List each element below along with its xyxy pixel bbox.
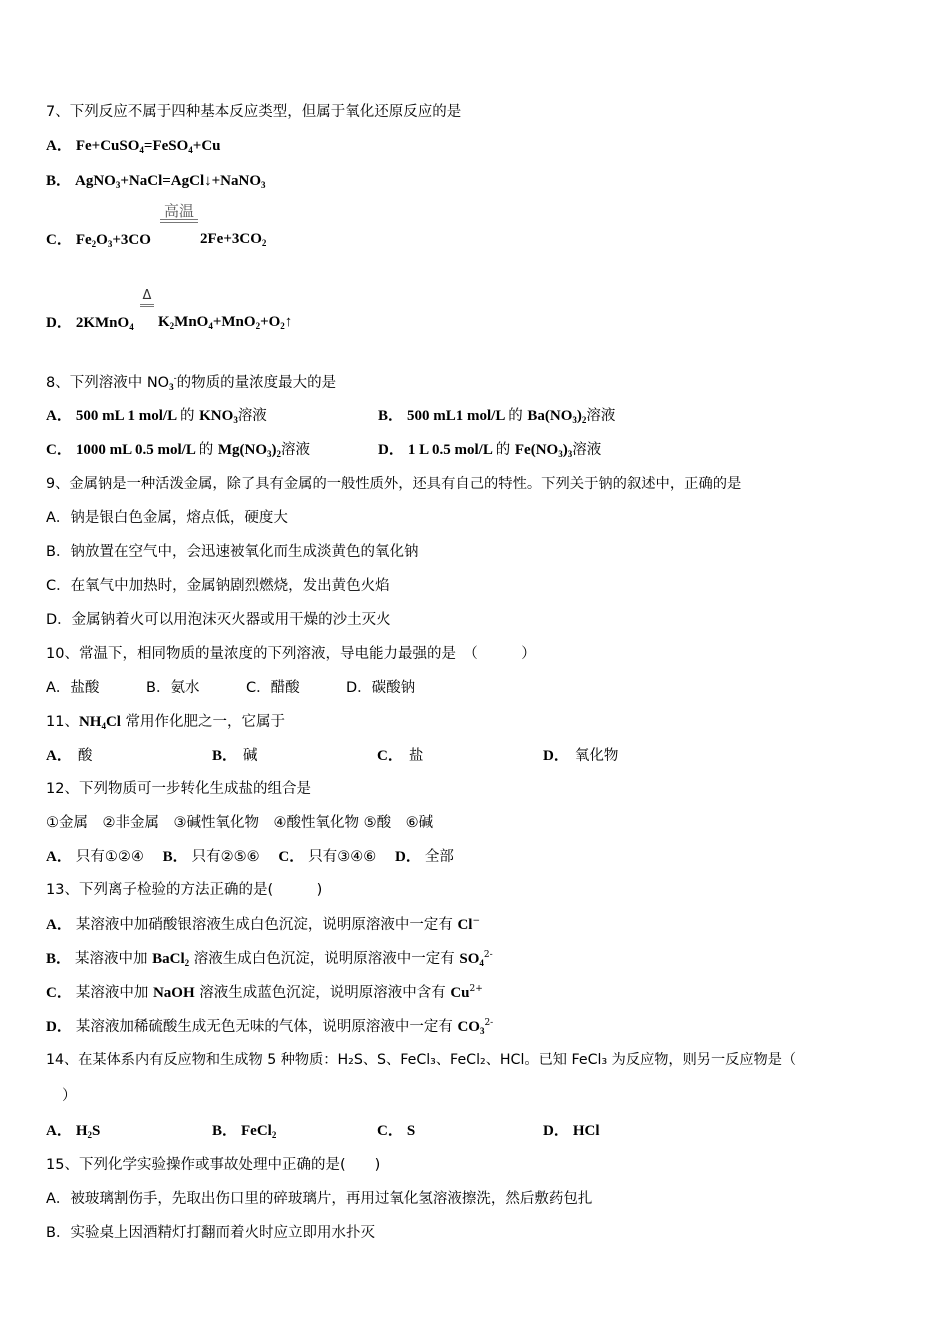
- option-label: B．: [46, 173, 72, 189]
- q13-option-d: D． 某溶液加稀硫酸生成无色无味的气体，说明原溶液中一定有 $CO_3^{2-}$: [46, 1018, 494, 1036]
- q7-option-c: C． $Fe_2O_3+3CO$: [46, 232, 151, 249]
- q11-option-c: C． 盐: [377, 748, 424, 764]
- q7-option-a: A． Fe+CuSO$_4$=FeSO$_4$+Cu: [46, 138, 221, 155]
- reaction-condition-high-temp: 高温: [160, 203, 198, 223]
- q13-option-b: B． 某溶液中加 BaCl$_2$ 溶液生成白色沉淀，说明原溶液中一定有 $SO_4^{2-}$: [46, 950, 493, 968]
- option-label: C．: [46, 232, 72, 248]
- q8-option-c: C． 1000 mL 0.5 mol/L 的 $Mg(NO_3)_2$溶液: [46, 442, 311, 459]
- q14-option-a: A． $H_2S$: [46, 1123, 101, 1140]
- q10-option-b: B．氨水: [146, 680, 200, 696]
- q9-option-c: C．在氧气中加热时，金属钠剧烈燃烧，发出黄色火焰: [46, 578, 390, 594]
- question-14-stem: 14、在某体系内有反应物和生成物 5 种物质：H₂S、S、FeCl₃、FeCl₂、HCl。已知 FeCl₃ 为反应物，则另一反应物是（: [46, 1052, 797, 1068]
- q8-option-b: B． 500 mL1 mol/L 的 $Ba(NO_3)_2$溶液: [378, 408, 616, 425]
- q12-items: ①金属 ②非金属 ③碱性氧化物 ④酸性氧化物 ⑤酸 ⑥碱: [46, 815, 434, 831]
- q11-option-a: A． 酸: [46, 748, 93, 764]
- q12-options: A． 只有①②④ B． 只有②⑤⑥ C． 只有③④⑥ D． 全部: [46, 849, 454, 865]
- q7-c-products: $2Fe+3CO_2$: [200, 231, 267, 248]
- question-12-stem: 12、下列物质可一步转化生成盐的组合是: [46, 781, 311, 797]
- question-10-stem: 10、常温下，相同物质的量浓度的下列溶液，导电能力最强的是 （ ）: [46, 646, 536, 662]
- question-11-stem: 11、$NH_4Cl$ 常用作化肥之一，它属于: [46, 714, 286, 731]
- q14-option-b: B． FeCl$_2$: [212, 1123, 277, 1140]
- q15-option-a: A．被玻璃割伤手，先取出伤口里的碎玻璃片，再用过氧化氢溶液擦洗，然后敷药包扎: [46, 1191, 593, 1207]
- q9-option-d: D．金属钠着火可以用泡沫灭火器或用干燥的沙土灭火: [46, 612, 391, 628]
- q11-option-b: B． 碱: [212, 748, 258, 764]
- q13-option-c: C． 某溶液中加 NaOH 溶液生成蓝色沉淀，说明原溶液中含有 $Cu^{2+}$: [46, 984, 483, 1001]
- q8-option-a: A． 500 mL 1 mol/L 的 $KNO_3$溶液: [46, 408, 267, 425]
- option-label: D．: [46, 315, 72, 331]
- q11-option-d: D． 氧化物: [543, 748, 619, 764]
- q15-option-b: B．实验桌上因酒精灯打翻而着火时应立即用水扑灭: [46, 1225, 375, 1241]
- q9-option-b: B．钠放置在空气中，会迅速被氧化而生成淡黄色的氧化钠: [46, 544, 419, 560]
- q10-option-d: D．碳酸钠: [346, 680, 416, 696]
- option-label: A．: [46, 138, 72, 154]
- q13-option-a: A． 某溶液中加硝酸银溶液生成白色沉淀，说明原溶液中一定有 Cl−: [46, 916, 480, 933]
- reaction-condition-heat: Δ: [140, 288, 154, 307]
- question-13-stem: 13、下列离子检验的方法正确的是( ): [46, 882, 323, 898]
- q10-option-c: C．醋酸: [246, 680, 300, 696]
- q14-option-c: C． S: [377, 1123, 416, 1139]
- q10-option-a: A．盐酸: [46, 680, 100, 696]
- question-14-stem-cont: ）: [62, 1088, 77, 1104]
- q7-option-b: B． AgNO$_3$+NaCl=AgCl↓+NaNO$_3$: [46, 173, 266, 190]
- q9-option-a: A．钠是银白色金属，熔点低，硬度大: [46, 510, 288, 526]
- equals-sign: [140, 304, 154, 307]
- question-9-stem: 9、金属钠是一种活泼金属，除了具有金属的一般性质外，还具有自己的特性。下列关于钠的叙述中，正确的是: [46, 476, 742, 492]
- q8-option-d: D． 1 L 0.5 mol/L 的 $Fe(NO_3)_3$溶液: [378, 442, 602, 459]
- question-8-stem: 8、下列溶液中 $NO_3^-$的物质的量浓度最大的是: [46, 374, 337, 392]
- q7-option-d: D． 2KMnO$_4$: [46, 315, 134, 332]
- question-15-stem: 15、下列化学实验操作或事故处理中正确的是( ): [46, 1157, 381, 1173]
- q14-option-d: D． HCl: [543, 1123, 600, 1139]
- q7-d-products: $K_2MnO_4+MnO_2+O_2↑$: [158, 314, 293, 331]
- question-7-stem: 7、下列反应不属于四种基本反应类型，但属于氧化还原反应的是: [46, 104, 462, 120]
